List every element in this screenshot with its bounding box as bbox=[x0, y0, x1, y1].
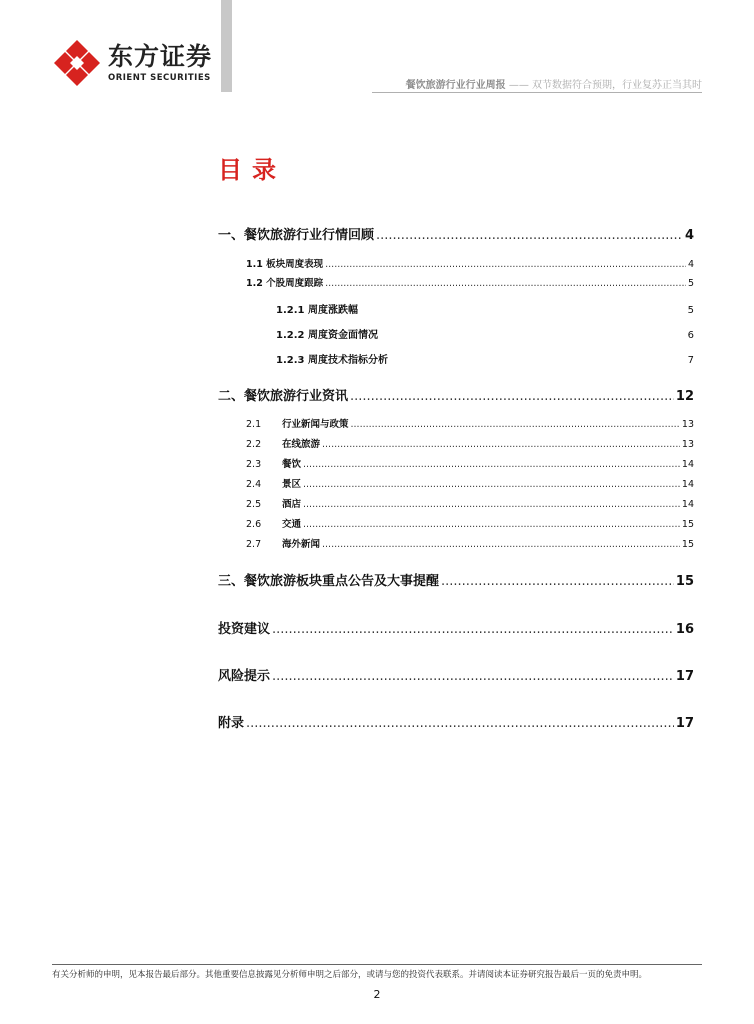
toc-entry-label: 交通 bbox=[282, 519, 302, 530]
toc-entry-label: 行业新闻与政策 bbox=[282, 419, 349, 430]
toc-entry[interactable] bbox=[276, 326, 694, 341]
footer-divider bbox=[52, 964, 702, 965]
toc-entry-label: 餐饮 bbox=[282, 459, 302, 470]
toc-entry-label: 酒店 bbox=[282, 499, 302, 510]
toc-entry[interactable] bbox=[276, 351, 694, 366]
toc-entry[interactable] bbox=[246, 536, 694, 550]
report-type: 餐饮旅游行业行业周报 bbox=[405, 80, 506, 91]
toc-entry-label: 附录 bbox=[218, 716, 245, 731]
running-header bbox=[406, 76, 702, 91]
toc-entry[interactable] bbox=[218, 385, 694, 404]
toc-leader bbox=[303, 479, 680, 490]
toc-entry-label: 景区 bbox=[282, 479, 302, 490]
toc-entry-page: 17 bbox=[675, 669, 694, 684]
toc-leader bbox=[322, 439, 680, 450]
toc-entry-page: 6 bbox=[687, 330, 694, 341]
toc-entry-page: 4 bbox=[687, 259, 694, 270]
brand-name-cn: 东方证券 bbox=[108, 42, 213, 71]
toc-leader bbox=[272, 622, 674, 637]
toc-entry[interactable] bbox=[246, 516, 694, 530]
toc-leader bbox=[325, 278, 686, 289]
header-divider bbox=[372, 92, 702, 93]
toc-entry-number: 2.1 bbox=[246, 419, 262, 430]
toc-entry-page: 7 bbox=[687, 355, 694, 366]
toc-entry[interactable] bbox=[218, 618, 694, 637]
toc-leader bbox=[303, 459, 680, 470]
toc-entry[interactable] bbox=[246, 436, 694, 450]
toc-entry-label: 1.1 板块周度表现 bbox=[246, 259, 324, 270]
toc-entry-label: 1.2 个股周度跟踪 bbox=[246, 278, 324, 289]
footer-disclaimer: 有关分析师的申明，见本报告最后部分。其他重要信息披露见分析师申明之后部分，或请与您的投资代表联系。并请阅读本证券研究报告最后一页的免责申明。 bbox=[52, 970, 648, 980]
toc-entry[interactable] bbox=[246, 496, 694, 510]
toc-entry[interactable] bbox=[218, 665, 694, 684]
toc-entry[interactable] bbox=[218, 224, 694, 243]
toc-entry-page: 14 bbox=[681, 499, 694, 510]
toc-entry-label: 1.2.3 周度技术指标分析 bbox=[276, 355, 388, 366]
toc-entry-number: 2.3 bbox=[246, 459, 262, 470]
toc-entry-label: 一、餐饮旅游行业行情回顾 bbox=[218, 228, 375, 243]
toc-leader bbox=[441, 574, 674, 589]
toc-leader bbox=[350, 389, 674, 404]
toc-entry-label: 二、餐饮旅游行业资讯 bbox=[218, 389, 349, 404]
toc-entry-label: 风险提示 bbox=[218, 669, 271, 684]
orient-logo-icon bbox=[52, 38, 102, 88]
toc-entry-page: 5 bbox=[687, 278, 694, 289]
toc-entry-label: 三、餐饮旅游板块重点公告及大事提醒 bbox=[218, 574, 440, 589]
toc-leader bbox=[351, 419, 680, 430]
report-subtitle: 双节数据符合预期，行业复苏正当其时 bbox=[532, 80, 702, 91]
toc-entry-number: 2.5 bbox=[246, 499, 262, 510]
header-decor-bar bbox=[221, 0, 232, 92]
toc-entry-page: 14 bbox=[681, 479, 694, 490]
toc-entry-label: 1.2.1 周度涨跌幅 bbox=[276, 305, 358, 316]
toc-leader bbox=[303, 519, 680, 530]
toc-entry[interactable] bbox=[218, 712, 694, 731]
toc-entry[interactable] bbox=[246, 456, 694, 470]
toc-entry-number: 2.7 bbox=[246, 539, 262, 550]
toc-leader bbox=[272, 669, 674, 684]
toc-entry-page: 5 bbox=[687, 305, 694, 316]
toc-entry-page: 15 bbox=[675, 574, 694, 589]
header-dash: —— bbox=[505, 80, 532, 91]
toc-entry[interactable] bbox=[276, 301, 694, 316]
toc-entry-label: 1.2.2 周度资金面情况 bbox=[276, 330, 378, 341]
toc-entry-label: 投资建议 bbox=[218, 622, 271, 637]
toc-entry-page: 16 bbox=[675, 622, 694, 637]
toc-entry-number: 2.4 bbox=[246, 479, 262, 490]
toc-leader bbox=[376, 228, 683, 243]
brand-name-en: ORIENT SECURITIES bbox=[108, 73, 211, 83]
toc-entry[interactable] bbox=[218, 570, 694, 589]
toc-entry-number: 2.2 bbox=[246, 439, 262, 450]
toc-entry[interactable] bbox=[246, 256, 694, 270]
toc-entry[interactable] bbox=[246, 476, 694, 490]
toc-entry-number: 2.6 bbox=[246, 519, 262, 530]
toc-entry-page: 13 bbox=[681, 439, 694, 450]
toc-entry-page: 13 bbox=[681, 419, 694, 430]
toc-entry[interactable] bbox=[246, 275, 694, 289]
toc-leader bbox=[322, 539, 680, 550]
toc-entry-page: 17 bbox=[675, 716, 694, 731]
toc-entry-page: 12 bbox=[675, 389, 694, 404]
toc-entry[interactable] bbox=[246, 416, 694, 430]
toc-leader bbox=[246, 716, 674, 731]
toc-entry-label: 海外新闻 bbox=[282, 539, 321, 550]
toc-entry-page: 15 bbox=[681, 539, 694, 550]
toc-entry-page: 14 bbox=[681, 459, 694, 470]
toc-title: 目录 bbox=[218, 156, 286, 184]
page-number: 2 bbox=[373, 988, 381, 1001]
toc-entry-label: 在线旅游 bbox=[282, 439, 321, 450]
toc-entry-page: 4 bbox=[684, 228, 694, 243]
company-logo bbox=[52, 38, 212, 88]
toc-entry-page: 15 bbox=[681, 519, 694, 530]
toc-leader bbox=[325, 259, 686, 270]
toc-leader bbox=[303, 499, 680, 510]
